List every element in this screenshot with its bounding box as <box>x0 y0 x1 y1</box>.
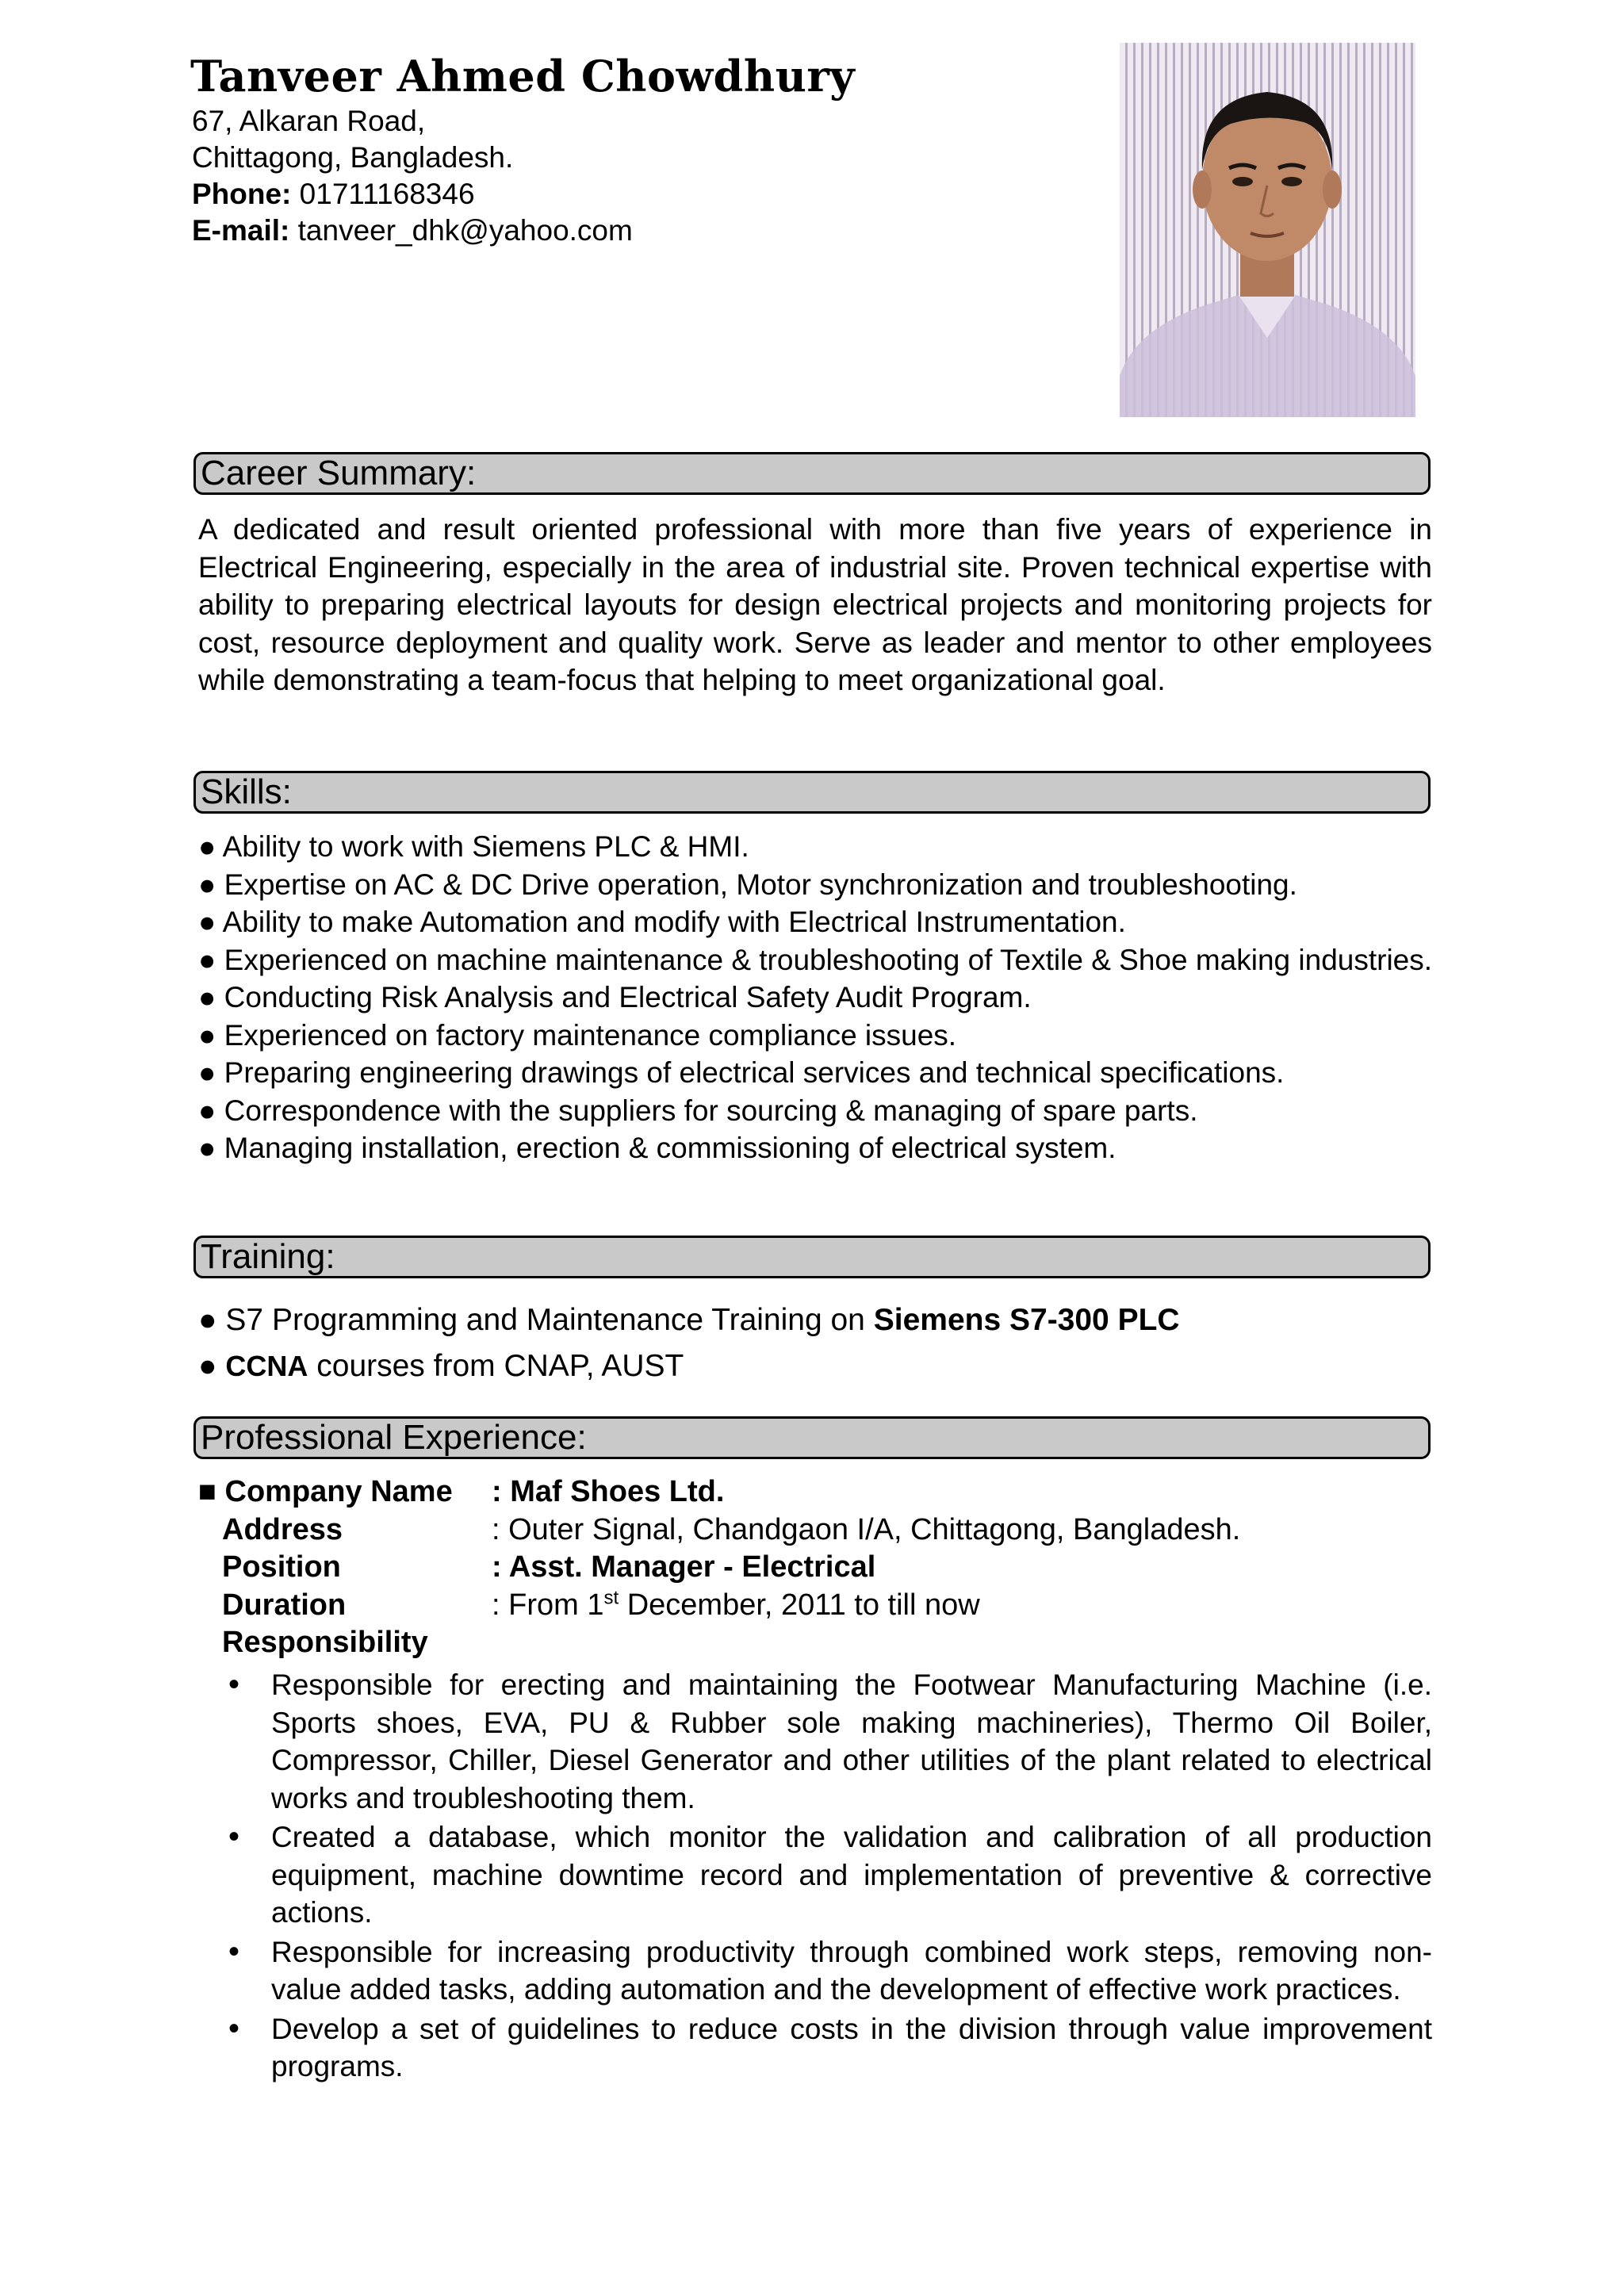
email-line <box>192 213 633 249</box>
address-line-1: 67, Alkaran Road, <box>192 105 426 137</box>
list-item: ● Expertise on AC & DC Drive operation, Motor synchronization and troubleshooting. <box>198 868 1297 901</box>
position-label: Position <box>222 1550 341 1584</box>
address-value: : Outer Signal, Chandgaon I/A, Chittagong, Bangladesh. <box>492 1512 1241 1546</box>
email-value: tanveer_dhk@yahoo.com <box>297 214 633 247</box>
career-summary-text: A dedicated and result oriented professional with more than five years of experience in Electrical Engineering, especially in the area of industrial site. Proven technical expertise with ability to preparing electrical layouts for design electrical projects and monitoring projects for cost, resource deployment and quality work. Serve as leader and mentor to other employees while demonstrating a team-focus that helping to meet organizational goal. <box>198 513 1432 696</box>
list-item: ● Experienced on factory maintenance compliance issues. <box>198 1018 957 1052</box>
experience-header: Professional Experience: <box>193 1416 1431 1459</box>
contact-block <box>192 103 633 249</box>
address-line-2: Chittagong, Bangladesh. <box>192 141 514 174</box>
training-header: Training: <box>193 1236 1431 1278</box>
email-label: E-mail: <box>192 214 290 247</box>
profile-photo <box>1120 43 1415 417</box>
phone-line <box>192 176 633 213</box>
duration-value: : From 1st December, 2011 to till now <box>492 1586 980 1622</box>
portrait-illustration <box>1120 43 1415 417</box>
list-item: • Created a database, which monitor the validation and calibration of all production equipment, machine downtime record and implementation of preventive & corrective actions. <box>228 1819 1432 1929</box>
company-value: : Maf Shoes Ltd. <box>492 1475 725 1508</box>
phone-value: 01711168346 <box>299 178 475 210</box>
position-value: : Asst. Manager - Electrical <box>492 1550 876 1584</box>
address-label: Address <box>222 1512 343 1546</box>
skills-header: Skills: <box>193 771 1431 814</box>
list-item: ● Ability to work with Siemens PLC & HMI. <box>198 830 749 863</box>
duration-label: Duration <box>222 1588 347 1622</box>
list-item: ● Conducting Risk Analysis and Electrical Safety Audit Program. <box>198 981 1032 1013</box>
list-item: ● S7 Programming and Maintenance Training on Siemens S7-300 PLC <box>198 1303 1180 1337</box>
list-item: ● Preparing engineering drawings of electrical services and technical specifications. <box>198 1056 1285 1089</box>
career-summary-header: Career Summary: <box>193 452 1431 495</box>
list-item: ● Experienced on machine maintenance & troubleshooting of Textile & Shoe making industries. <box>198 943 1433 976</box>
responsibilities-list <box>220 1666 1432 2087</box>
list-item: ● Correspondence with the suppliers for sourcing & managing of spare parts. <box>198 1094 1198 1127</box>
training-list <box>198 1297 1435 1389</box>
skills-list <box>198 828 1435 1167</box>
list-item: ● Ability to make Automation and modify with Electrical Instrumentation. <box>198 906 1126 938</box>
list-item: ● Managing installation, erection & commissioning of electrical system. <box>198 1132 1116 1164</box>
list-item: ● CCNA courses from CNAP, AUST <box>198 1349 684 1383</box>
candidate-name: Tanveer Ahmed Chowdhury <box>190 51 856 102</box>
responsibility-label: Responsibility <box>222 1626 428 1659</box>
list-item: • Responsible for erecting and maintaining the Footwear Manufacturing Machine (i.e. Sports shoes, EVA, PU & Rubber sole making machineries), Thermo Oil Boiler, Compressor, Chiller, Diesel Generator and other utilities of the plant related to electrical works and troubleshooting them. <box>228 1667 1432 1814</box>
company-label: ■ Company Name <box>198 1475 453 1508</box>
list-item: • Responsible for increasing productivity through combined work steps, removing non-value added tasks, adding automation and the development of effective work practices. <box>228 1933 1432 2006</box>
phone-label: Phone: <box>192 178 292 210</box>
list-item: • Develop a set of guidelines to reduce costs in the division through value improvement programs. <box>228 2010 1432 2082</box>
